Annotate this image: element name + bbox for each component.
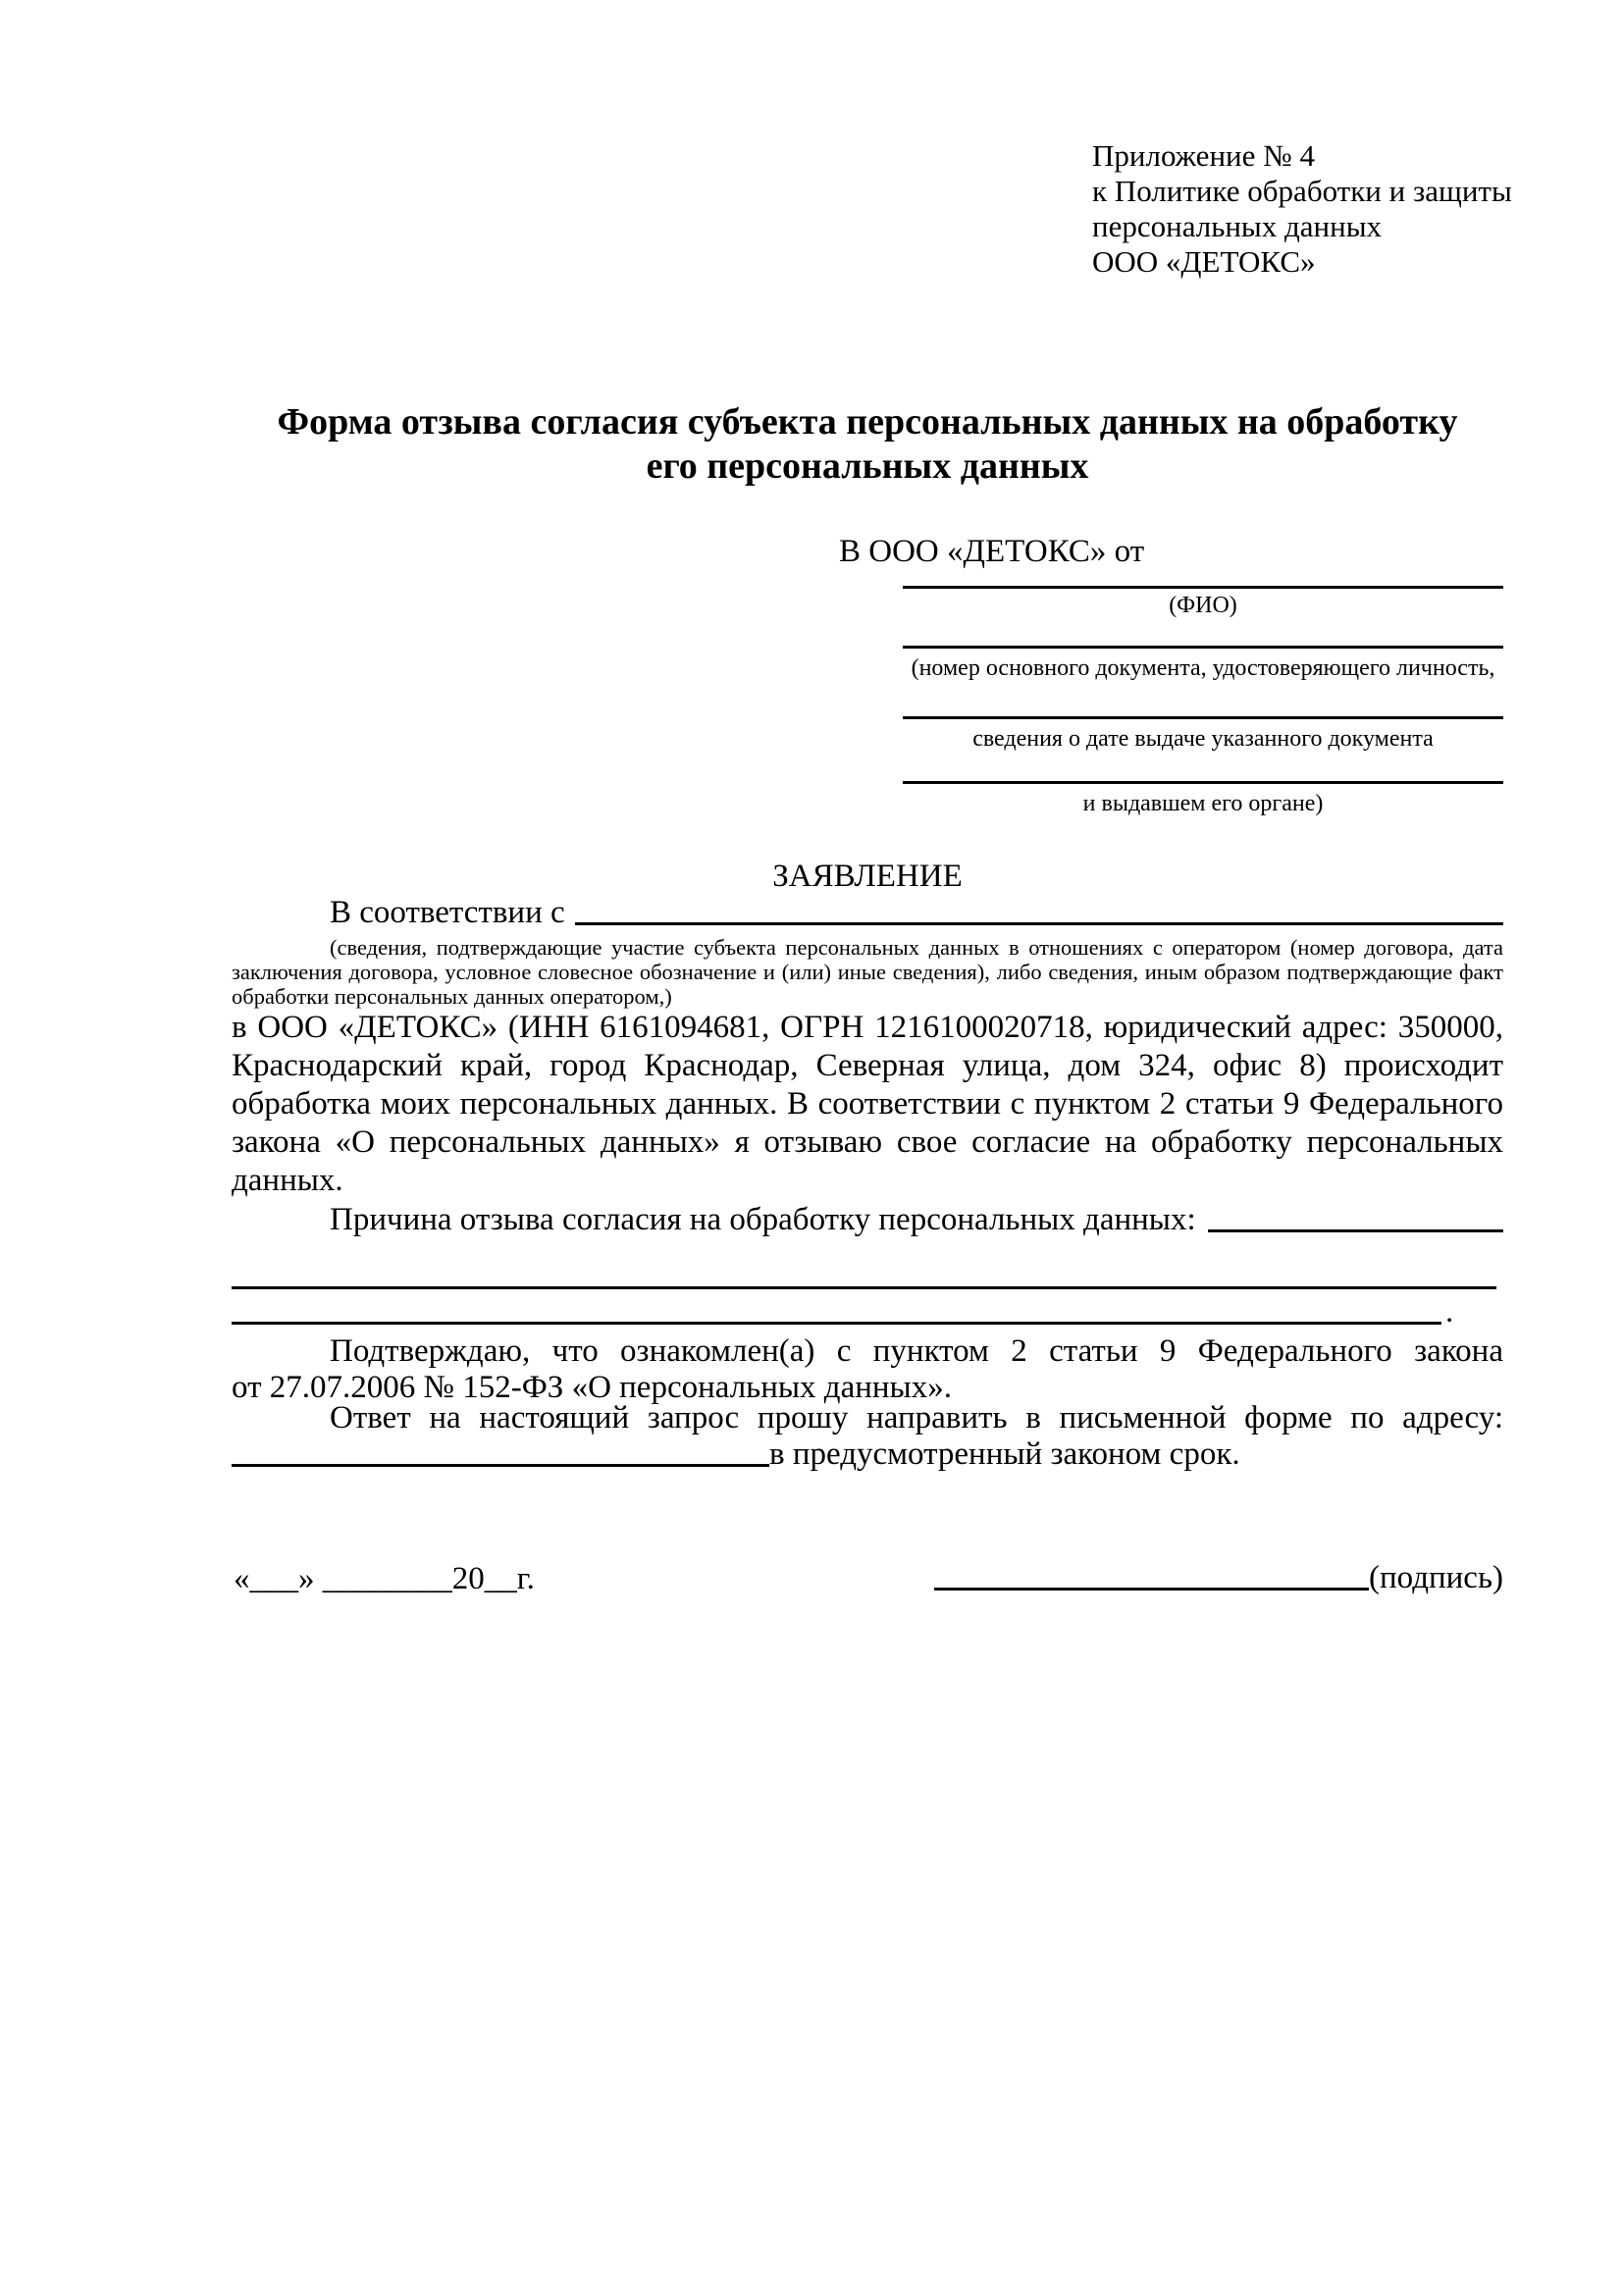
blank-line-period: . [1445, 1294, 1454, 1330]
appendix-note [1092, 138, 1512, 280]
signature-blank-line [934, 1559, 1369, 1596]
intro-prefix: В соответствии с [330, 895, 565, 930]
document-number-field-line [903, 646, 1503, 649]
appendix-note-line: ООО «ДЕТОКС» [1092, 244, 1316, 279]
confirm-line: Подтверждаю, что ознакомлен(а) с пунктом 2 статьи 9 Федерального закона [330, 1333, 1503, 1369]
appendix-note-line: к Политике обработки и защиты [1092, 174, 1512, 208]
body-line: обработка моих персональных данных. В соответствии с пунктом 2 статьи 9 Федерального [232, 1086, 1503, 1122]
reason-blank-line-3 [232, 1322, 1441, 1325]
date-blank: «___» ________20__г. [234, 1561, 535, 1596]
document-number-field-caption: (номер основного документа, удостоверяющего личность, [911, 655, 1495, 681]
document-title-line: его персональных данных [646, 445, 1089, 487]
body-line: Краснодарский край, город Краснодар, Северная улица, дом 324, офис 8) происходит [232, 1048, 1503, 1083]
body-line: закона «О персональных данных» я отзываю свое согласие на обработку персональных [232, 1124, 1503, 1160]
reason-blank-line-2 [232, 1286, 1496, 1289]
signature-caption: (подпись) [1369, 1560, 1503, 1595]
reason-row [330, 1201, 1503, 1238]
body-line: в ООО «ДЕТОКС» (ИНН 6161094681, ОГРН 1216100020718, юридический адрес: 350000, [232, 1010, 1503, 1045]
issuing-authority-field-line [903, 781, 1503, 784]
response-line: Ответ на настоящий запрос прошу направить в письменной форме по адресу: [330, 1400, 1503, 1435]
footnote-line: (сведения, подтверждающие участие субъекта персональных данных в отношениях с оператором (номер договора, дата [330, 935, 1503, 960]
document-title [232, 400, 1503, 489]
statement-footnote [232, 935, 1503, 1009]
address-blank-line [232, 1435, 769, 1473]
confirm-paragraph [232, 1333, 1503, 1406]
appendix-note-line: персональных данных [1092, 209, 1383, 243]
reason-blank-line [1208, 1201, 1503, 1238]
appendix-note-line: Приложение № 4 [1092, 138, 1315, 173]
fio-field-line [903, 586, 1503, 589]
reason-label: Причина отзыва согласия на обработку персональных данных: [330, 1202, 1196, 1237]
signature-row [934, 1559, 1503, 1596]
response-tail: в предусмотренный законом срок. [769, 1436, 1240, 1472]
document-title-line: Форма отзыва согласия субъекта персональных данных на обработку [277, 401, 1458, 443]
recipient-line: В ООО «ДЕТОКС» от [839, 534, 1145, 569]
statement-body [232, 1009, 1503, 1200]
issuing-authority-field-caption: и выдавшем его органе) [1082, 791, 1324, 816]
issue-date-field-line [903, 716, 1503, 719]
intro-row [330, 894, 1503, 931]
footnote-line: обработки персональных данных оператором,) [232, 984, 672, 1009]
intro-blank-line [575, 894, 1503, 931]
confirm-line: от 27.07.2006 № 152-ФЗ «О персональных данных». [232, 1370, 952, 1405]
issue-date-field-caption: сведения о дате выдаче указанного документа [972, 726, 1434, 752]
statement-heading: ЗАЯВЛЕНИЕ [772, 859, 963, 894]
footnote-line: заключения договора, условное словесное обозначение и (или) иные сведения), либо сведения, иным образом подтверждающие факт [232, 960, 1503, 984]
body-line: данных. [232, 1163, 343, 1198]
fio-field-caption: (ФИО) [1169, 593, 1237, 618]
address-row [232, 1435, 1503, 1473]
